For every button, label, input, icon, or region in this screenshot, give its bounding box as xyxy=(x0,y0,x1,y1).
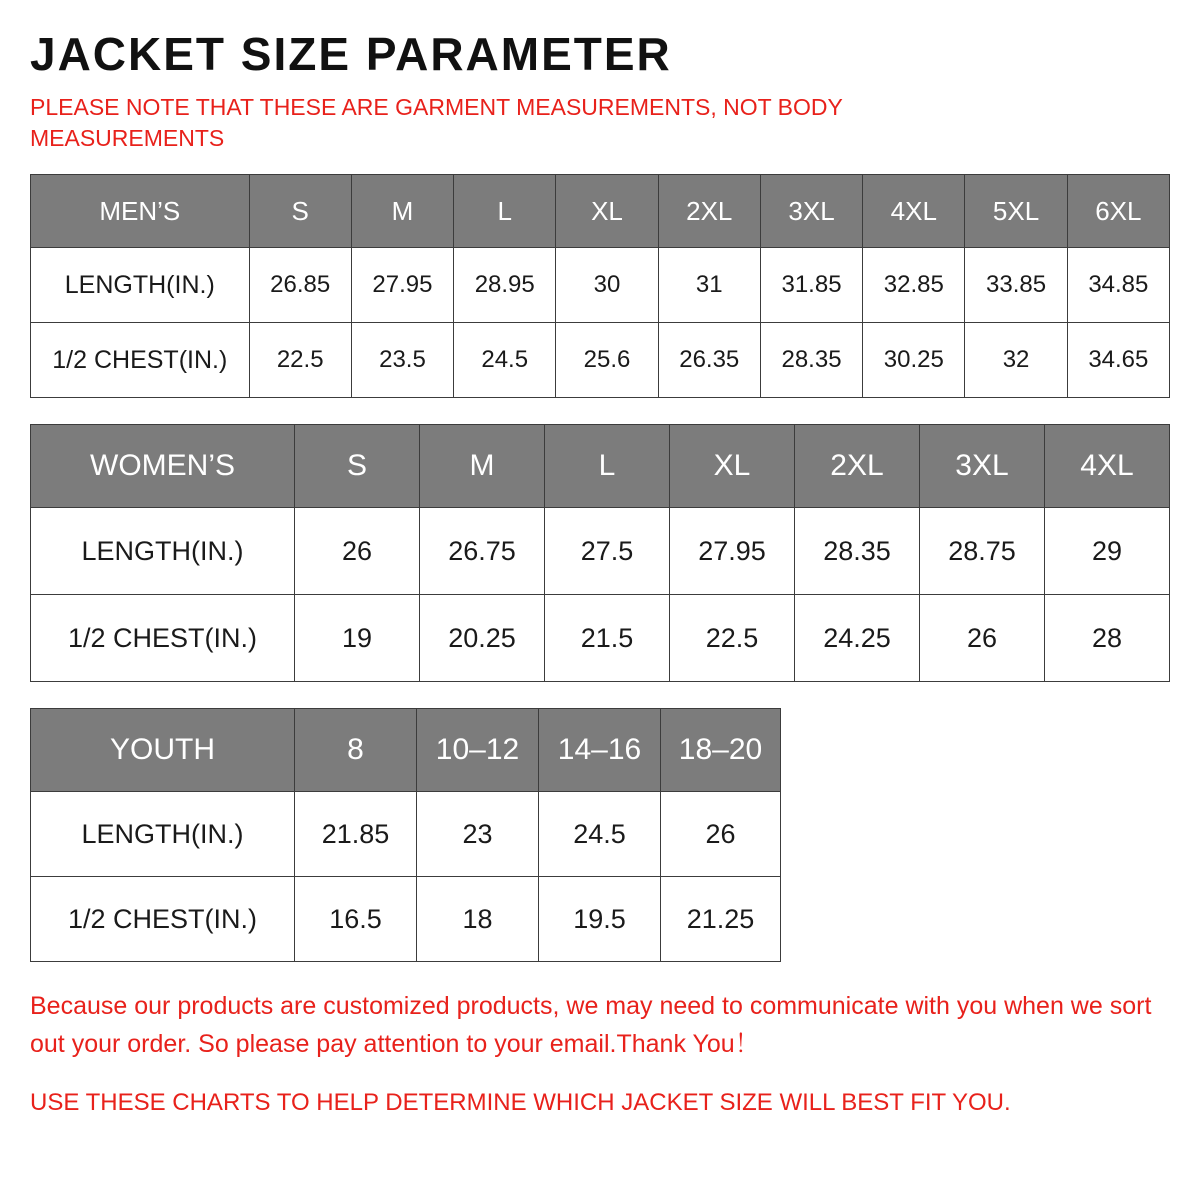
table-cell: 31.85 xyxy=(760,248,862,323)
column-header: 3XL xyxy=(920,425,1045,508)
table-cell: 21.85 xyxy=(295,792,417,877)
table-cell: 25.6 xyxy=(556,323,658,398)
table-cell: 24.5 xyxy=(454,323,556,398)
column-header: 5XL xyxy=(965,175,1067,248)
table-cell: 30 xyxy=(556,248,658,323)
usage-note: USE THESE CHARTS TO HELP DETERMINE WHICH JACKET SIZE WILL BEST FIT YOU. xyxy=(30,1089,1011,1117)
table-cell: 28.35 xyxy=(760,323,862,398)
table-cell: 32 xyxy=(965,323,1067,398)
row-header: 1/2 CHEST(IN.) xyxy=(31,323,250,398)
column-header: S xyxy=(249,175,351,248)
mens-size-table xyxy=(30,174,1170,398)
table-cell: 20.25 xyxy=(420,595,545,682)
column-header: M xyxy=(420,425,545,508)
column-header: WOMEN’S xyxy=(31,425,295,508)
table-cell: 22.5 xyxy=(670,595,795,682)
table-cell: 26.75 xyxy=(420,508,545,595)
table-cell: 34.65 xyxy=(1067,323,1169,398)
table-cell: 28.35 xyxy=(795,508,920,595)
table-cell: 23 xyxy=(417,792,539,877)
column-header: XL xyxy=(670,425,795,508)
table-cell: 34.85 xyxy=(1067,248,1169,323)
table-cell: 26.35 xyxy=(658,323,760,398)
table-header-row xyxy=(31,709,781,792)
table-row xyxy=(31,595,1170,682)
table-row xyxy=(31,508,1170,595)
column-header: 6XL xyxy=(1067,175,1169,248)
womens-size-table xyxy=(30,424,1170,682)
column-header: XL xyxy=(556,175,658,248)
column-header: 2XL xyxy=(795,425,920,508)
column-header: 14–16 xyxy=(539,709,661,792)
table-cell: 22.5 xyxy=(249,323,351,398)
row-header: LENGTH(IN.) xyxy=(31,792,295,877)
column-header: M xyxy=(351,175,453,248)
table-cell: 21.25 xyxy=(661,877,781,962)
table-cell: 23.5 xyxy=(351,323,453,398)
table-cell: 29 xyxy=(1045,508,1170,595)
table-cell: 26 xyxy=(295,508,420,595)
table-cell: 24.5 xyxy=(539,792,661,877)
table-cell: 18 xyxy=(417,877,539,962)
table-cell: 27.5 xyxy=(545,508,670,595)
column-header: YOUTH xyxy=(31,709,295,792)
page-title: JACKET SIZE PARAMETER xyxy=(30,28,672,80)
row-header: LENGTH(IN.) xyxy=(31,248,250,323)
column-header: S xyxy=(295,425,420,508)
table-cell: 26.85 xyxy=(249,248,351,323)
row-header: 1/2 CHEST(IN.) xyxy=(31,877,295,962)
table-cell: 26 xyxy=(661,792,781,877)
table-cell: 19.5 xyxy=(539,877,661,962)
column-header: 18–20 xyxy=(661,709,781,792)
table-cell: 33.85 xyxy=(965,248,1067,323)
table-cell: 28.75 xyxy=(920,508,1045,595)
column-header: 3XL xyxy=(760,175,862,248)
customization-note: Because our products are customized products, we may need to communicate with you when we sort out your order. So please pay attention to your email.Thank You！ xyxy=(30,992,1152,1058)
row-header: LENGTH(IN.) xyxy=(31,508,295,595)
youth-size-table xyxy=(30,708,781,962)
column-header: L xyxy=(454,175,556,248)
table-cell: 21.5 xyxy=(545,595,670,682)
table-row xyxy=(31,248,1170,323)
table-cell: 27.95 xyxy=(351,248,453,323)
table-row xyxy=(31,877,781,962)
column-header: 10–12 xyxy=(417,709,539,792)
table-header-row xyxy=(31,425,1170,508)
table-cell: 32.85 xyxy=(863,248,965,323)
table-cell: 19 xyxy=(295,595,420,682)
table-cell: 27.95 xyxy=(670,508,795,595)
column-header: MEN’S xyxy=(31,175,250,248)
column-header: L xyxy=(545,425,670,508)
table-cell: 28.95 xyxy=(454,248,556,323)
table-cell: 16.5 xyxy=(295,877,417,962)
measurement-note: PLEASE NOTE THAT THESE ARE GARMENT MEASUREMENTS, NOT BODY MEASUREMENTS xyxy=(30,94,843,152)
table-cell: 26 xyxy=(920,595,1045,682)
column-header: 4XL xyxy=(863,175,965,248)
table-cell: 30.25 xyxy=(863,323,965,398)
table-cell: 31 xyxy=(658,248,760,323)
column-header: 4XL xyxy=(1045,425,1170,508)
row-header: 1/2 CHEST(IN.) xyxy=(31,595,295,682)
table-header-row xyxy=(31,175,1170,248)
table-row xyxy=(31,792,781,877)
table-cell: 24.25 xyxy=(795,595,920,682)
table-row xyxy=(31,323,1170,398)
column-header: 2XL xyxy=(658,175,760,248)
column-header: 8 xyxy=(295,709,417,792)
table-cell: 28 xyxy=(1045,595,1170,682)
